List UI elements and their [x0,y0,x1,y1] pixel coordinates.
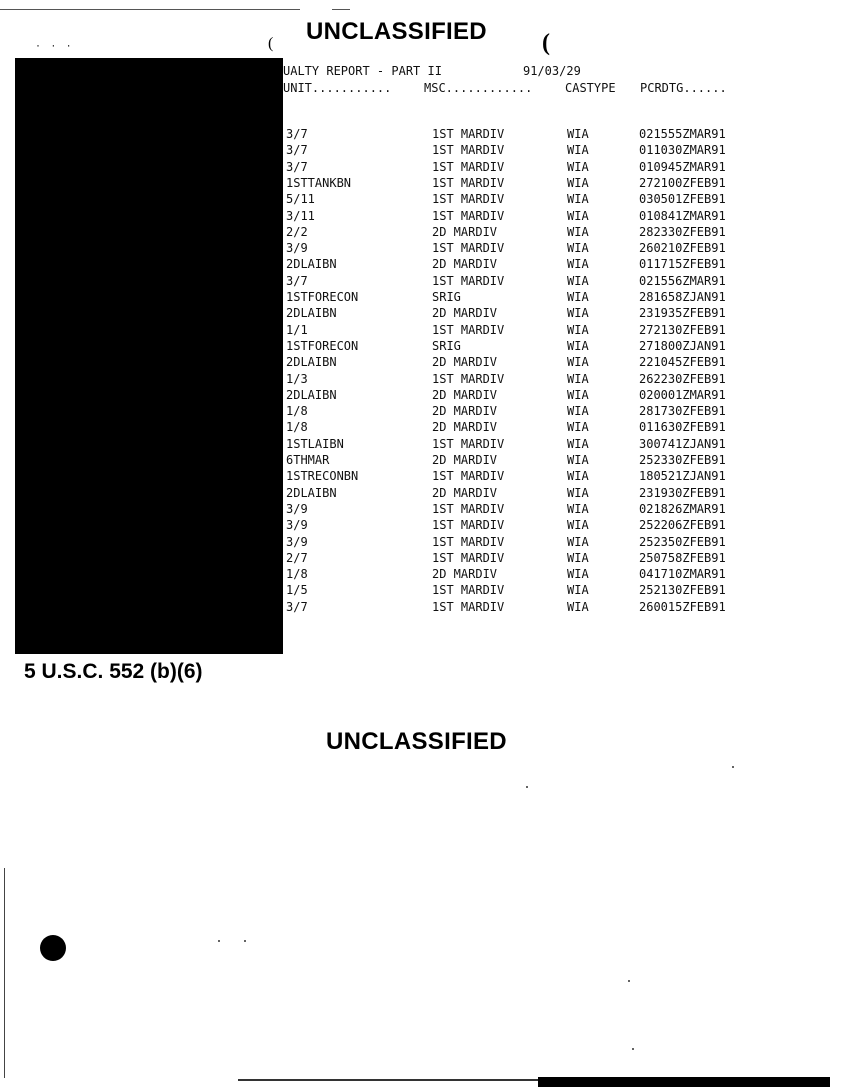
cell-unit: 3/11 [286,208,315,223]
cell-msc: 2D MARDIV [432,257,498,272]
cell-castype: WIA [567,567,589,582]
cell-castype: WIA [567,469,589,484]
cell-castype: WIA [567,436,589,451]
cell-pcrdtg: 282330ZFEB91 [639,224,726,239]
cell-unit: 3/7 [286,273,308,288]
cell-unit: 3/7 [286,143,308,158]
cell-castype: WIA [567,420,589,435]
cell-unit: 3/9 [286,241,308,256]
column-header-pcrdtg: PCRDTG...... [640,81,727,95]
cell-castype: WIA [567,599,589,614]
cell-msc: SRIG [432,338,461,353]
cell-castype: WIA [567,306,589,321]
cell-pcrdtg: 180521ZJAN91 [639,469,726,484]
cell-unit: 2DLAIBN [286,387,337,402]
cell-msc: 1ST MARDIV [432,550,505,565]
cell-castype: WIA [567,485,589,500]
cell-pcrdtg: 010841ZMAR91 [639,208,726,223]
cell-castype: WIA [567,290,589,304]
column-header-msc: MSC............ [424,81,533,95]
cell-pcrdtg: 281730ZFEB91 [639,404,726,419]
cell-castype: WIA [567,241,589,256]
cell-pcrdtg: 021556ZMAR91 [639,273,726,288]
cell-msc: 2D MARDIV [432,420,498,435]
cell-pcrdtg: 010945ZMAR91 [639,159,726,174]
cell-unit: 2DLAIBN [286,485,337,500]
cell-msc: 1ST MARDIV [432,273,505,288]
cell-unit: 2/7 [286,550,308,565]
scan-edge-line [238,1079,538,1081]
cell-pcrdtg: 272100ZFEB91 [639,175,726,190]
cell-castype: WIA [567,208,589,223]
cell-unit: 3/7 [286,159,308,174]
cell-castype: WIA [567,127,589,141]
cell-unit: 2DLAIBN [286,355,337,370]
scan-speck [632,1048,634,1050]
cell-pcrdtg: 011030ZMAR91 [639,143,726,158]
cell-unit: 1/8 [286,420,308,435]
cell-msc: 1ST MARDIV [432,175,505,190]
cell-pcrdtg: 030501ZFEB91 [639,192,726,207]
cell-castype: WIA [567,338,589,353]
cell-pcrdtg: 021555ZMAR91 [639,127,726,141]
cell-unit: 3/9 [286,518,308,533]
cell-unit: 1/3 [286,371,308,386]
cell-msc: 2D MARDIV [432,355,498,370]
column-header-castype: CASTYPE [565,81,616,95]
cell-unit: 3/7 [286,127,308,141]
cell-msc: 2D MARDIV [432,485,498,500]
scan-edge-line [0,9,300,10]
cell-unit: 3/7 [286,599,308,614]
cell-msc: 1ST MARDIV [432,143,505,158]
cell-castype: WIA [567,175,589,190]
cell-msc: 2D MARDIV [432,387,498,402]
scan-speck [732,766,734,768]
cell-pcrdtg: 231930ZFEB91 [639,485,726,500]
redaction-block [15,58,283,654]
cell-pcrdtg: 021826ZMAR91 [639,501,726,516]
cell-msc: 1ST MARDIV [432,371,505,386]
cell-pcrdtg: 252350ZFEB91 [639,534,726,549]
cell-pcrdtg: 231935ZFEB91 [639,306,726,321]
cell-castype: WIA [567,273,589,288]
cell-castype: WIA [567,387,589,402]
cell-msc: 1ST MARDIV [432,159,505,174]
cell-castype: WIA [567,355,589,370]
column-header-unit: UNIT........... [283,81,392,95]
cell-unit: 1/5 [286,583,308,598]
cell-unit: 3/9 [286,501,308,516]
scan-edge-bar [538,1077,830,1087]
cell-pcrdtg: 221045ZFEB91 [639,355,726,370]
cell-castype: WIA [567,322,589,337]
cell-unit: 3/9 [286,534,308,549]
cell-pcrdtg: 271800ZJAN91 [639,338,726,353]
cell-pcrdtg: 281658ZJAN91 [639,290,726,304]
cell-castype: WIA [567,550,589,565]
cell-pcrdtg: 300741ZJAN91 [639,436,726,451]
casualty-table [286,126,766,616]
report-title: UALTY REPORT - PART II [283,64,442,78]
cell-unit: 2/2 [286,224,308,239]
cell-unit: 6THMAR [286,453,330,467]
cell-msc: 2D MARDIV [432,306,498,321]
cell-pcrdtg: 011715ZFEB91 [639,257,726,272]
cell-castype: WIA [567,583,589,598]
cell-unit: 1STRECONBN [286,469,359,484]
cell-msc: 2D MARDIV [432,224,498,239]
cell-msc: 2D MARDIV [432,567,498,582]
cell-unit: 1STLAIBN [286,436,344,451]
cell-pcrdtg: 260210ZFEB91 [639,241,726,256]
cell-castype: WIA [567,518,589,533]
cell-msc: 1ST MARDIV [432,599,505,614]
cell-msc: 2D MARDIV [432,404,498,419]
cell-castype: WIA [567,224,589,239]
cell-castype: WIA [567,371,589,386]
scan-speck [218,940,220,942]
cell-pcrdtg: 041710ZMAR91 [639,567,726,582]
cell-unit: 5/11 [286,192,315,207]
cell-castype: WIA [567,453,589,467]
cell-msc: 1ST MARDIV [432,322,505,337]
redaction-exemption-label: 5 U.S.C. 552 (b)(6) [24,660,203,683]
cell-castype: WIA [567,159,589,174]
header-classification: UNCLASSIFIED [306,18,487,45]
cell-unit: 1STFORECON [286,338,359,353]
cell-pcrdtg: 250758ZFEB91 [639,550,726,565]
cell-msc: SRIG [432,290,461,304]
cell-unit: 1/1 [286,322,308,337]
stray-mark: ( [268,35,274,52]
stray-mark: · · · [36,38,75,52]
cell-pcrdtg: 262230ZFEB91 [639,371,726,386]
cell-unit: 1STFORECON [286,290,359,304]
cell-castype: WIA [567,192,589,207]
scan-speck [244,940,246,942]
cell-castype: WIA [567,257,589,272]
cell-pcrdtg: 260015ZFEB91 [639,599,726,614]
scan-edge-line [4,868,5,1078]
footer-classification: UNCLASSIFIED [326,728,507,755]
scan-speck [526,786,528,788]
cell-msc: 1ST MARDIV [432,583,505,598]
cell-castype: WIA [567,404,589,419]
cell-msc: 1ST MARDIV [432,518,505,533]
cell-msc: 1ST MARDIV [432,241,505,256]
cell-pcrdtg: 272130ZFEB91 [639,322,726,337]
cell-pcrdtg: 252130ZFEB91 [639,583,726,598]
cell-unit: 1/8 [286,404,308,419]
cell-msc: 1ST MARDIV [432,192,505,207]
cell-msc: 1ST MARDIV [432,469,505,484]
cell-pcrdtg: 252206ZFEB91 [639,518,726,533]
cell-unit: 1/8 [286,567,308,582]
cell-unit: 2DLAIBN [286,257,337,272]
cell-msc: 1ST MARDIV [432,436,505,451]
scan-edge-line [332,9,350,10]
cell-msc: 2D MARDIV [432,453,498,467]
cell-pcrdtg: 252330ZFEB91 [639,453,726,467]
cell-castype: WIA [567,534,589,549]
scan-speck [628,980,630,982]
cell-msc: 1ST MARDIV [432,127,505,141]
cell-msc: 1ST MARDIV [432,208,505,223]
report-date: 91/03/29 [523,64,581,78]
cell-unit: 1STTANKBN [286,175,352,190]
stray-mark: ( [542,30,550,56]
cell-msc: 1ST MARDIV [432,534,505,549]
cell-pcrdtg: 020001ZMAR91 [639,387,726,402]
cell-castype: WIA [567,501,589,516]
cell-unit: 2DLAIBN [286,306,337,321]
punch-hole [40,935,66,961]
cell-castype: WIA [567,143,589,158]
cell-pcrdtg: 011630ZFEB91 [639,420,726,435]
cell-msc: 1ST MARDIV [432,501,505,516]
